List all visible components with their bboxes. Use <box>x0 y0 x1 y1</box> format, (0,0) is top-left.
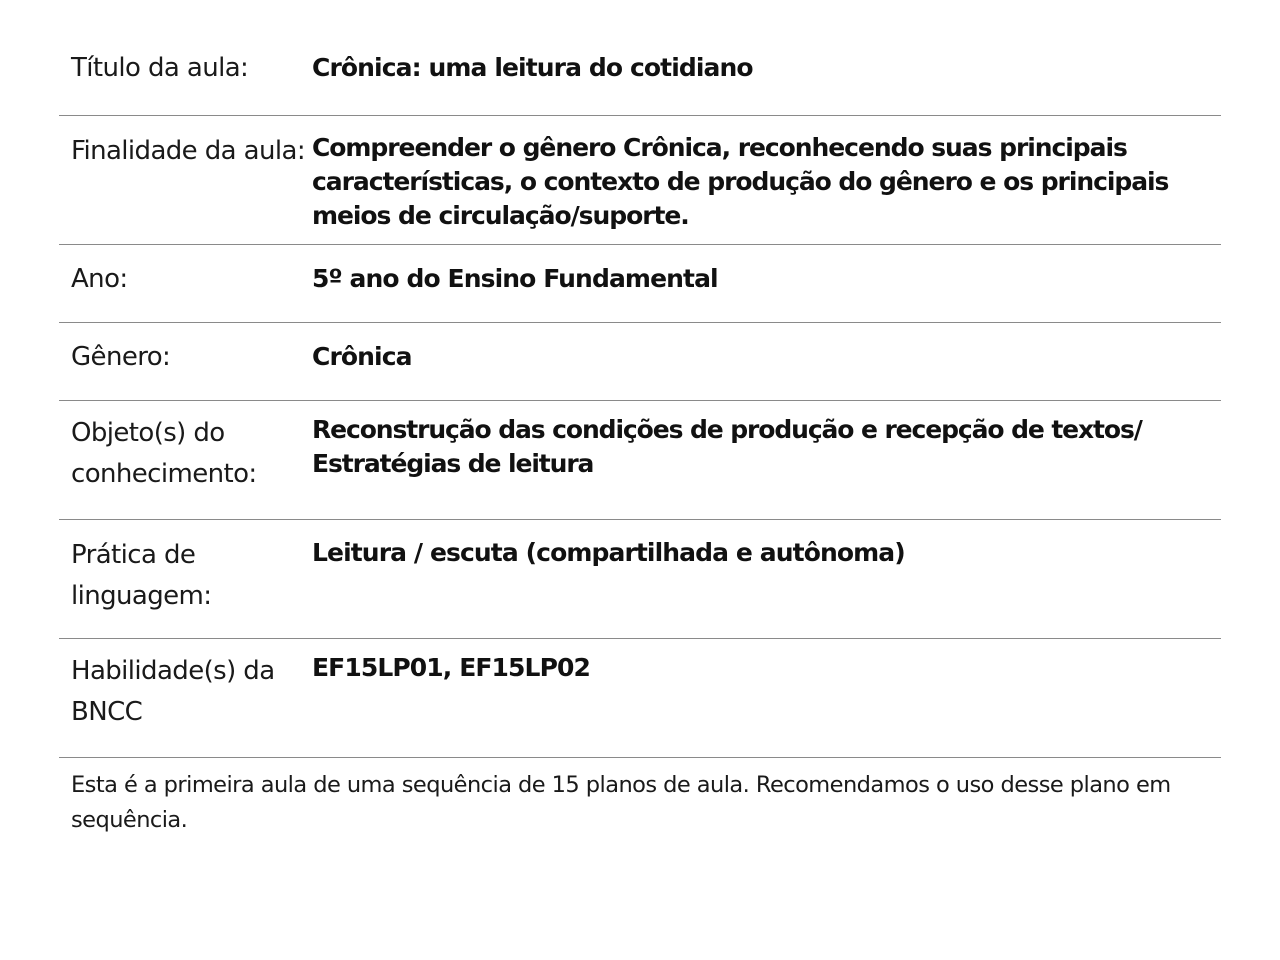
row-school-year <box>59 245 1221 323</box>
bncc-skills-label: Habilidade(s) da BNCC <box>71 656 275 727</box>
language-practice-value: Leitura / escuta (compartilhada e autônoma) <box>312 538 905 567</box>
genre-label: Gênero: <box>71 342 171 372</box>
sequence-note: Esta é a primeira aula de uma sequência de 15 planos de aula. Recomendamos o uso desse plano em sequência. <box>71 772 1171 833</box>
lesson-purpose-value: Compreender o gênero Crônica, reconhecendo suas principais características, o contexto de produção do gênero e os principais meios de circulação/suporte. <box>312 133 1169 230</box>
school-year-value: 5º ano do Ensino Fundamental <box>312 264 718 293</box>
row-language-practice <box>59 520 1221 639</box>
bncc-skills-value: EF15LP01, EF15LP02 <box>312 653 590 682</box>
lesson-title-label: Título da aula: <box>71 53 249 83</box>
lesson-purpose-label: Finalidade da aula: <box>71 136 305 166</box>
language-practice-label: Prática de linguagem: <box>71 540 212 611</box>
row-genre <box>59 323 1221 401</box>
row-bncc-skills <box>59 639 1221 758</box>
row-lesson-purpose <box>59 116 1221 245</box>
lesson-title-value: Crônica: uma leitura do cotidiano <box>312 53 753 82</box>
school-year-label: Ano: <box>71 264 128 294</box>
knowledge-objects-label: Objeto(s) do conhecimento: <box>71 418 257 489</box>
knowledge-objects-value: Reconstrução das condições de produção e recepção de textos/ Estratégias de leitura <box>312 415 1142 478</box>
lesson-plan-table <box>59 34 1221 838</box>
row-knowledge-objects <box>59 401 1221 520</box>
row-lesson-title <box>59 34 1221 116</box>
genre-value: Crônica <box>312 342 412 371</box>
